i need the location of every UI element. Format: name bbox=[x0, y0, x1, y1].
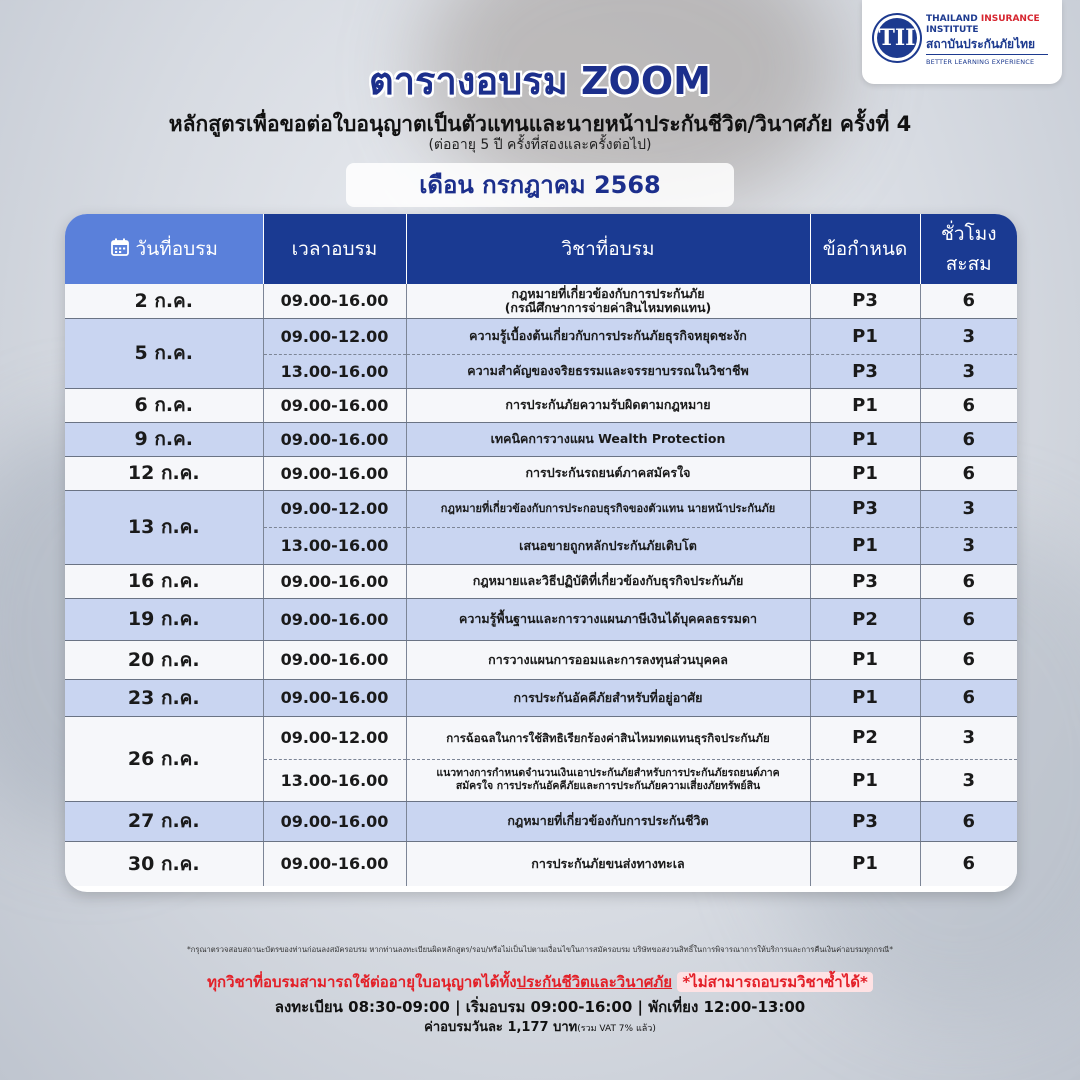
subject-cell: เสนอขายถูกหลักประกันภัยเติบโต bbox=[406, 527, 810, 564]
header-hours: ชั่วโมง สะสม bbox=[920, 214, 1017, 284]
date-cell: 26 ก.ค. bbox=[65, 716, 263, 801]
requirement-cell: P1 bbox=[810, 318, 920, 354]
time-cell: 09.00-16.00 bbox=[263, 598, 406, 640]
time-cell: 09.00-16.00 bbox=[263, 801, 406, 841]
logo-name-en: THAILAND INSURANCE bbox=[926, 14, 1040, 24]
table-row bbox=[65, 716, 1017, 759]
hours-cell: 6 bbox=[920, 640, 1017, 679]
license-renewal-note: ทุกวิชาที่อบรมสามารถใช้ต่ออายุใบอนุญาตได้ทั้งประกันชีวิตและวินาศภัย *ไม่สามารถอบรมวิชาซ้ำได้* bbox=[0, 970, 1080, 994]
training-fee: ค่าอบรมวันละ 1,177 บาท(รวม VAT 7% แล้ว) bbox=[424, 1020, 656, 1035]
requirement-cell: P1 bbox=[810, 759, 920, 801]
hours-cell: 3 bbox=[920, 354, 1017, 388]
hours-cell: 6 bbox=[920, 801, 1017, 841]
hours-cell: 3 bbox=[920, 490, 1017, 527]
requirement-cell: P1 bbox=[810, 679, 920, 716]
time-cell: 09.00-16.00 bbox=[263, 564, 406, 598]
time-cell: 13.00-16.00 bbox=[263, 527, 406, 564]
time-cell: 09.00-16.00 bbox=[263, 422, 406, 456]
hours-cell: 6 bbox=[920, 598, 1017, 640]
subject-cell: แนวทางการกำหนดจำนวนเงินเอาประกันภัยสำหรับการประกันภัยรถยนต์ภาค สมัครใจ การประกันอัคคีภัยและการประกันภัยความเสี่ยงภัยทรัพย์สิน bbox=[406, 759, 810, 801]
hours-cell: 3 bbox=[920, 716, 1017, 759]
date-cell: 23 ก.ค. bbox=[65, 679, 263, 716]
disclaimer-text: *กรุณาตรวจสอบสถานะบัตรของท่านก่อนลงสมัครอบรม หากท่านลงทะเบียนผิดหลักสูตร/รอบ/หรือไม่เป็นไปตามเงื่อนไขในการสมัครอบรม บริษัทขอสงวนสิทธิ์ในการพิจารณาการให้บริการและการคืนเงินค่าอบรมทุกกรณี* bbox=[186, 945, 894, 954]
requirement-cell: P3 bbox=[810, 564, 920, 598]
time-cell: 09.00-16.00 bbox=[263, 841, 406, 886]
logo-name-th: สถาบันประกันภัยไทย bbox=[926, 37, 1036, 51]
no-repeat-warning: *ไม่สามารถอบรมวิชาซ้ำได้* bbox=[677, 972, 873, 992]
hours-cell: 3 bbox=[920, 527, 1017, 564]
date-cell: 27 ก.ค. bbox=[65, 801, 263, 841]
subject-cell: การประกันภัยความรับผิดตามกฎหมาย bbox=[406, 388, 810, 422]
schedule-table bbox=[65, 214, 1017, 886]
schedule-table-card bbox=[65, 214, 1017, 892]
time-cell: 09.00-12.00 bbox=[263, 318, 406, 354]
table-row bbox=[65, 679, 1017, 716]
hours-cell: 6 bbox=[920, 388, 1017, 422]
hours-cell: 6 bbox=[920, 456, 1017, 490]
time-cell: 09.00-12.00 bbox=[263, 716, 406, 759]
hours-cell: 6 bbox=[920, 564, 1017, 598]
date-cell: 19 ก.ค. bbox=[65, 598, 263, 640]
time-cell: 09.00-12.00 bbox=[263, 490, 406, 527]
requirement-cell: P1 bbox=[810, 422, 920, 456]
time-cell: 09.00-16.00 bbox=[263, 679, 406, 716]
subject-cell: กฎหมายที่เกี่ยวข้องกับการประกอบธุรกิจของตัวแทน นายหน้าประกันภัย bbox=[406, 490, 810, 527]
page-title: ตารางอบรม ZOOM bbox=[369, 59, 711, 103]
header-date: วันที่อบรม bbox=[65, 214, 263, 284]
subject-cell: กฎหมายที่เกี่ยวข้องกับการประกันภัย (กรณีศึกษาการจ่ายค่าสินไหมทดแทน) bbox=[406, 284, 810, 318]
subject-cell: การฉ้อฉลในการใช้สิทธิเรียกร้องค่าสินไหมทดแทนธุรกิจประกันภัย bbox=[406, 716, 810, 759]
subject-cell: การวางแผนการออมและการลงทุนส่วนบุคคล bbox=[406, 640, 810, 679]
requirement-cell: P1 bbox=[810, 388, 920, 422]
hours-cell: 6 bbox=[920, 679, 1017, 716]
requirement-cell: P3 bbox=[810, 490, 920, 527]
requirement-cell: P1 bbox=[810, 527, 920, 564]
table-row bbox=[65, 490, 1017, 527]
time-cell: 13.00-16.00 bbox=[263, 759, 406, 801]
daily-schedule: ลงทะเบียน 08:30-09:00 | เริ่มอบรม 09:00-16:00 | พักเที่ยง 12:00-13:00 bbox=[274, 998, 806, 1016]
subject-cell: ความสำคัญของจริยธรรมและจรรยาบรรณในวิชาชีพ bbox=[406, 354, 810, 388]
time-cell: 09.00-16.00 bbox=[263, 456, 406, 490]
subject-cell: การประกันอัคคีภัยสำหรับที่อยู่อาศัย bbox=[406, 679, 810, 716]
header-time: เวลาอบรม bbox=[263, 214, 406, 284]
time-cell: 09.00-16.00 bbox=[263, 640, 406, 679]
date-cell: 5 ก.ค. bbox=[65, 318, 263, 388]
date-cell: 13 ก.ค. bbox=[65, 490, 263, 564]
subject-cell: กฎหมายและวิธีปฏิบัติที่เกี่ยวข้องกับธุรกิจประกันภัย bbox=[406, 564, 810, 598]
table-row bbox=[65, 388, 1017, 422]
table-row bbox=[65, 284, 1017, 318]
requirement-cell: P3 bbox=[810, 354, 920, 388]
table-row bbox=[65, 801, 1017, 841]
month-label: เดือน กรกฎาคม 2568 bbox=[346, 163, 734, 207]
hours-cell: 6 bbox=[920, 422, 1017, 456]
table-row bbox=[65, 318, 1017, 354]
requirement-cell: P2 bbox=[810, 598, 920, 640]
date-cell: 30 ก.ค. bbox=[65, 841, 263, 886]
time-cell: 09.00-16.00 bbox=[263, 388, 406, 422]
subject-cell: การประกันภัยขนส่งทางทะเล bbox=[406, 841, 810, 886]
hours-cell: 6 bbox=[920, 841, 1017, 886]
requirement-cell: P2 bbox=[810, 716, 920, 759]
table-header-row bbox=[65, 214, 1017, 284]
subject-cell: กฎหมายที่เกี่ยวข้องกับการประกันชีวิต bbox=[406, 801, 810, 841]
requirement-cell: P1 bbox=[810, 456, 920, 490]
date-cell: 20 ก.ค. bbox=[65, 640, 263, 679]
tii-logo-icon: TII bbox=[874, 15, 920, 61]
subject-cell: การประกันรถยนต์ภาคสมัครใจ bbox=[406, 456, 810, 490]
subject-cell: เทคนิคการวางแผน Wealth Protection bbox=[406, 422, 810, 456]
table-row bbox=[65, 564, 1017, 598]
logo-tagline: BETTER LEARNING EXPERIENCE bbox=[926, 58, 1035, 66]
course-subtitle: หลักสูตรเพื่อขอต่อใบอนุญาตเป็นตัวแทนและนายหน้าประกันชีวิต/วินาศภัย ครั้งที่ 4 bbox=[168, 112, 912, 136]
table-row bbox=[65, 456, 1017, 490]
table-row bbox=[65, 640, 1017, 679]
date-cell: 16 ก.ค. bbox=[65, 564, 263, 598]
hours-cell: 3 bbox=[920, 759, 1017, 801]
requirement-cell: P3 bbox=[810, 801, 920, 841]
header-subject: วิชาที่อบรม bbox=[406, 214, 810, 284]
subject-cell: ความรู้เบื้องต้นเกี่ยวกับการประกันภัยธุรกิจหยุดชะงัก bbox=[406, 318, 810, 354]
table-row bbox=[65, 598, 1017, 640]
requirement-cell: P1 bbox=[810, 640, 920, 679]
course-note: (ต่ออายุ 5 ปี ครั้งที่สองและครั้งต่อไป) bbox=[428, 137, 652, 153]
date-cell: 6 ก.ค. bbox=[65, 388, 263, 422]
requirement-cell: P1 bbox=[810, 841, 920, 886]
date-cell: 12 ก.ค. bbox=[65, 456, 263, 490]
logo-name-en-2: INSTITUTE bbox=[926, 25, 979, 35]
calendar-icon bbox=[110, 237, 130, 262]
date-cell: 2 ก.ค. bbox=[65, 284, 263, 318]
header-requirement: ข้อกำหนด bbox=[810, 214, 920, 284]
time-cell: 09.00-16.00 bbox=[263, 284, 406, 318]
hours-cell: 3 bbox=[920, 318, 1017, 354]
table-row bbox=[65, 422, 1017, 456]
subject-cell: ความรู้พื้นฐานและการวางแผนภาษีเงินได้บุคคลธรรมดา bbox=[406, 598, 810, 640]
table-row bbox=[65, 841, 1017, 886]
date-cell: 9 ก.ค. bbox=[65, 422, 263, 456]
requirement-cell: P3 bbox=[810, 284, 920, 318]
time-cell: 13.00-16.00 bbox=[263, 354, 406, 388]
hours-cell: 6 bbox=[920, 284, 1017, 318]
